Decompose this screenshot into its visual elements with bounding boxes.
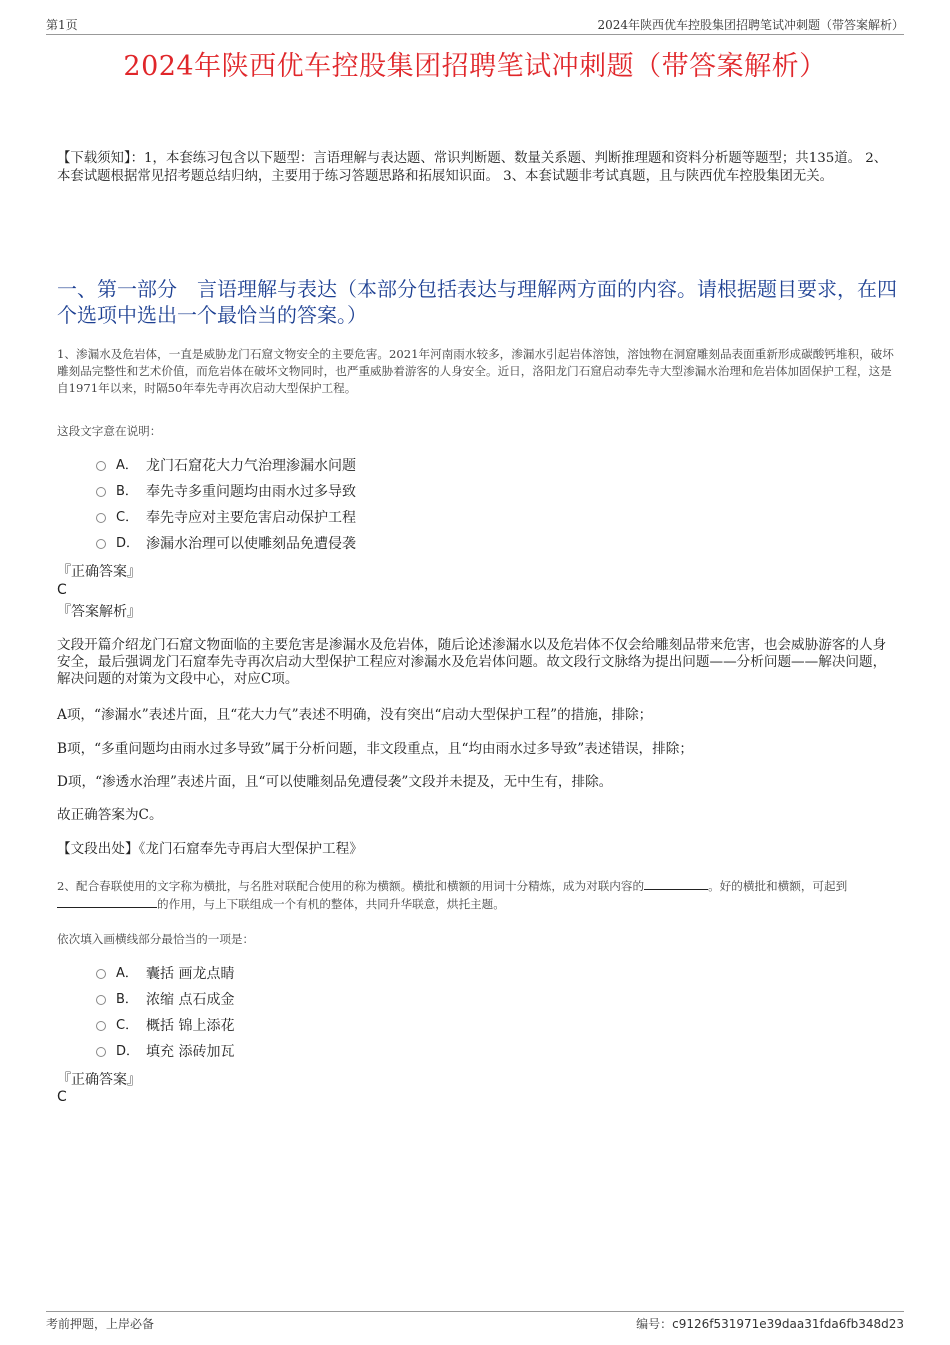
analysis-label: 『答案解析』 — [57, 604, 141, 620]
fill-blank — [57, 895, 157, 908]
radio-icon[interactable] — [96, 461, 106, 471]
answer-label: 『正确答案』 — [57, 1072, 141, 1088]
analysis-paragraph: B项，“多重问题均由雨水过多导致”属于分析问题，非文段重点，且“均由雨水过多导致”表述错误，排除； — [57, 741, 693, 757]
question-1-prompt: 这段文字意在说明： — [57, 424, 162, 438]
radio-icon[interactable] — [96, 969, 106, 979]
download-notice: 【下载须知】：1，本套练习包含以下题型：言语理解与表达题、常识判断题、数量关系题、判断推理题和资料分析题等题型；共135道。 2、本套试题根据常见招考题总结归纳，主要用于练习答题思路和拓展知识面。 3、本套试题非考试真题，且与陕西优车控股集团无关。 — [57, 151, 888, 184]
source-citation: 【文段出处】《龙门石窟奉先寺再启大型保护工程》 — [57, 841, 363, 857]
radio-icon[interactable] — [96, 513, 106, 523]
section-title: 一、第一部分 言语理解与表达（本部分包括表达与理解两方面的内容。请根据题目要求，在四个选项中选出一个最恰当的答案。） — [57, 277, 897, 327]
header-doc-title: 2024年陕西优车控股集团招聘笔试冲刺题（带答案解析） — [597, 18, 904, 32]
question-1-text: 1、渗漏水及危岩体，一直是威胁龙门石窟文物安全的主要危害。2021年河南雨水较多，渗漏水引起岩体溶蚀，溶蚀物在洞窟雕刻品表面重新形成碳酸钙堆积，破坏雕刻品完整性和艺术价值，而危岩体在破坏文物同时，也严重威胁着游客的人身安全。近日，洛阳龙门石窟启动奉先寺大型渗漏水治理和危岩体加固保护工程，这是自1971年以来，时隔50年奉先寺再次启动大型保护工程。 — [57, 347, 894, 395]
answer-label: 『正确答案』 — [57, 564, 141, 580]
footer-slogan: 考前押题，上岸必备 — [46, 1317, 155, 1331]
radio-icon[interactable] — [96, 1047, 106, 1057]
fill-blank — [644, 877, 708, 890]
page-footer — [46, 1311, 904, 1332]
analysis-conclusion: 故正确答案为C。 — [57, 807, 163, 823]
page-number: 第1页 — [46, 18, 78, 32]
footer-code: 编号：c9126f531971e39daa31fda6fb348d23 — [636, 1317, 904, 1331]
correct-answer: C — [57, 1089, 67, 1105]
radio-icon[interactable] — [96, 539, 106, 549]
page-header — [46, 14, 904, 35]
radio-icon[interactable] — [96, 487, 106, 497]
analysis-paragraph: D项，“渗透水治理”表述片面，且“可以使雕刻品免遭侵袭”文段并未提及，无中生有，排除。 — [57, 774, 613, 790]
question-2-text: 2、配合春联使用的文字称为横批，与名胜对联配合使用的称为横额。横批和横额的用词十分精炼，成为对联内容的 。好的横批和横额，可起到的作用，与上下联组成一个有机的整体，共同升华联意，烘托主题。 — [57, 879, 848, 911]
question-2-prompt: 依次填入画横线部分最恰当的一项是： — [57, 932, 255, 946]
analysis-paragraph: 文段开篇介绍龙门石窟文物面临的主要危害是渗漏水及危岩体，随后论述渗漏水以及危岩体不仅会给雕刻品带来危害，也会威胁游客的人身安全，最后强调龙门石窟奉先寺再次启动大型保护工程应对渗漏水及危岩体问题。故文段行文脉络为提出问题——分析问题——解决问题，解决问题的对策为文段中心，对应C项。 — [57, 637, 887, 687]
analysis-paragraph: A项，“渗漏水”表述片面，且“花大力气”表述不明确，没有突出“启动大型保护工程”的措施，排除； — [57, 707, 653, 723]
radio-icon[interactable] — [96, 1021, 106, 1031]
document-title: 2024年陕西优车控股集团招聘笔试冲刺题（带答案解析） — [123, 51, 827, 82]
radio-icon[interactable] — [96, 995, 106, 1005]
correct-answer: C — [57, 582, 67, 598]
